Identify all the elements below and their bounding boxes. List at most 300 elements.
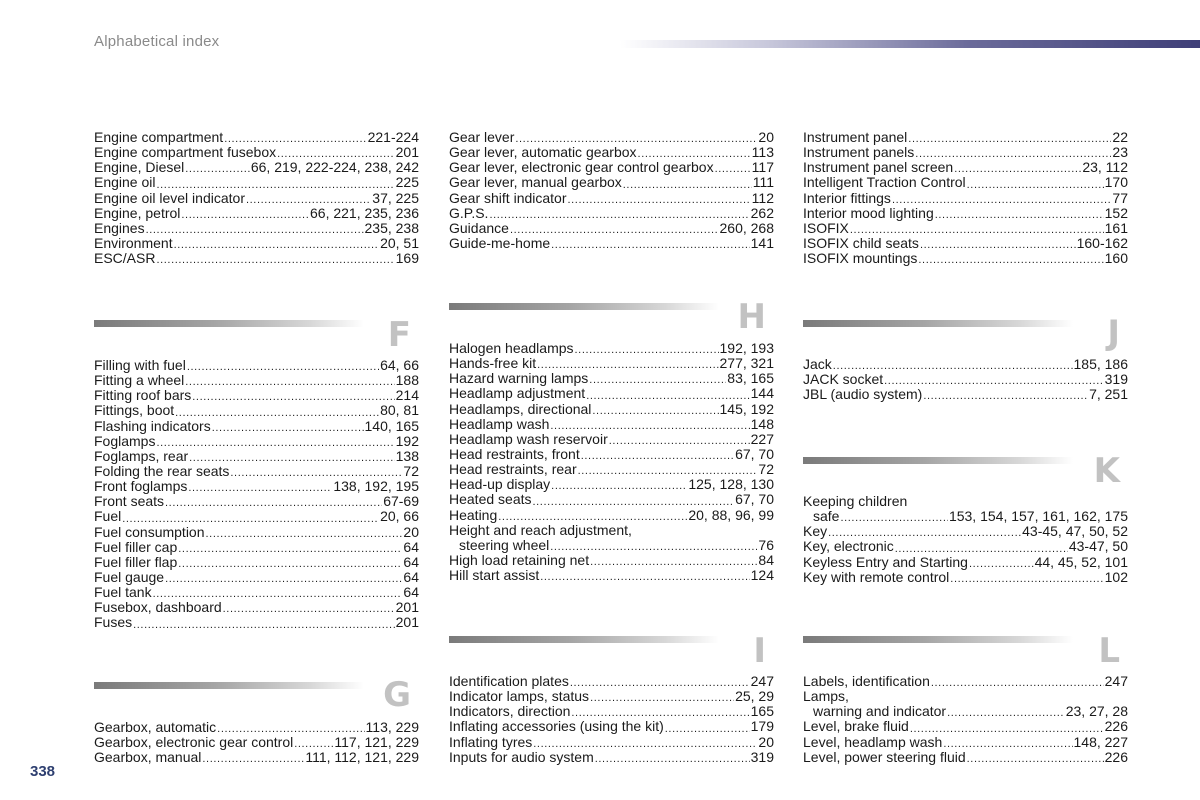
index-entry xyxy=(449,462,774,477)
index-pages: 113, 229 xyxy=(365,718,419,735)
index-entry xyxy=(449,145,774,160)
index-pages: 319 xyxy=(1104,371,1128,388)
index-pages: 226 xyxy=(1104,718,1128,735)
index-entry xyxy=(94,145,419,160)
dot-leader xyxy=(665,723,750,735)
index-pages: 117 xyxy=(751,159,774,176)
index-term: Fitting a wheel xyxy=(94,372,185,389)
dot-leader xyxy=(918,254,1103,266)
index-entry xyxy=(94,615,419,630)
index-pages: 170 xyxy=(1104,174,1128,191)
index-term: Interior mood lighting xyxy=(803,204,934,221)
index-entry xyxy=(803,570,1128,585)
index-pages: 43-47, 50 xyxy=(1068,538,1128,555)
index-pages: 160-162 xyxy=(1076,234,1128,251)
index-pages: 72 xyxy=(758,461,774,478)
index-entry xyxy=(94,175,419,190)
dot-leader xyxy=(568,194,751,206)
dot-leader xyxy=(133,619,395,631)
index-term: Keyless Entry and Starting xyxy=(803,553,968,570)
index-term: safe xyxy=(813,508,840,525)
index-pages: 214 xyxy=(395,387,419,404)
index-pages: 148 xyxy=(750,415,774,432)
index-term: Lamps, xyxy=(803,688,849,705)
dot-leader xyxy=(165,573,402,585)
index-pages: 67-69 xyxy=(383,493,419,510)
index-pages: 20 xyxy=(403,523,419,540)
dot-leader xyxy=(609,435,750,447)
index-entry xyxy=(449,191,774,206)
index-term: Level, power steering fluid xyxy=(803,748,966,765)
dot-leader xyxy=(187,361,379,373)
index-entry xyxy=(449,175,774,190)
index-block-i-cont xyxy=(803,130,1128,266)
index-term: Fuses xyxy=(94,614,133,631)
index-term: Intelligent Traction Control xyxy=(803,174,966,191)
index-entry xyxy=(449,206,774,221)
index-term: Environment xyxy=(94,234,173,251)
dot-leader xyxy=(185,163,250,175)
dot-leader xyxy=(122,513,379,525)
index-entry xyxy=(803,221,1128,236)
section-divider-bar xyxy=(803,457,1073,464)
dot-leader xyxy=(590,556,757,568)
index-term: Folding the rear seats xyxy=(94,462,230,479)
index-term: ISOFIX xyxy=(803,219,849,236)
index-pages: 112 xyxy=(751,189,774,206)
index-term: Guide-me-home xyxy=(449,234,551,251)
index-term: Foglamps xyxy=(94,432,156,449)
dot-leader xyxy=(895,543,1068,555)
index-pages: 7, 251 xyxy=(1089,386,1128,403)
dot-leader xyxy=(570,677,750,689)
index-term: Inflating tyres xyxy=(449,733,533,750)
dot-leader xyxy=(202,753,304,765)
index-term: Halogen headlamps xyxy=(449,339,574,356)
index-term: Head restraints, front xyxy=(449,445,580,462)
section-letter-f: F xyxy=(387,315,411,355)
dot-leader xyxy=(533,496,735,508)
index-entry xyxy=(449,568,774,583)
index-entry xyxy=(803,251,1128,266)
dot-leader xyxy=(967,753,1104,765)
index-entry xyxy=(94,464,419,479)
index-term: Head restraints, rear xyxy=(449,461,577,478)
index-pages: 277, 321 xyxy=(719,355,774,372)
dot-leader xyxy=(967,179,1104,191)
index-entry xyxy=(803,689,1128,704)
index-term: Heated seats xyxy=(449,491,532,508)
index-pages: 20 xyxy=(758,128,774,145)
index-term: Gearbox, manual xyxy=(94,749,202,766)
index-entry xyxy=(449,386,774,401)
index-entry xyxy=(449,356,774,371)
index-pages: 20 xyxy=(758,733,774,750)
index-term: Fuel consumption xyxy=(94,523,205,540)
index-pages: 185, 186 xyxy=(1073,355,1128,372)
section-header-k xyxy=(803,451,1128,494)
index-pages: 111 xyxy=(752,174,774,191)
index-term: Indicators, direction xyxy=(449,703,571,720)
index-term: Fuel xyxy=(94,508,122,525)
index-pages: 262 xyxy=(750,204,774,221)
index-entry xyxy=(803,145,1128,160)
dot-leader xyxy=(192,391,394,403)
dot-leader xyxy=(188,482,332,494)
section-header-g xyxy=(94,675,419,718)
index-pages: 140, 165 xyxy=(364,417,419,434)
section-letter-g: G xyxy=(383,675,411,715)
index-block-i xyxy=(449,674,774,765)
dot-leader xyxy=(157,179,395,191)
index-pages: 225 xyxy=(395,174,419,191)
index-term: Gear lever, electronic gear control gearbox xyxy=(449,159,714,176)
index-entry xyxy=(449,402,774,417)
index-pages: 165 xyxy=(750,703,774,720)
index-block-g xyxy=(94,720,419,765)
index-term: Instrument panel screen xyxy=(803,159,954,176)
index-pages: 22 xyxy=(1112,128,1128,145)
index-pages: 138 xyxy=(395,447,419,464)
dot-leader xyxy=(146,224,364,236)
dot-leader xyxy=(156,437,394,449)
index-term: Key, electronic xyxy=(803,538,894,555)
index-term: Labels, identification xyxy=(803,672,930,689)
index-entry xyxy=(803,750,1128,765)
index-entry xyxy=(94,479,419,494)
index-entry xyxy=(449,719,774,734)
index-entry xyxy=(803,206,1128,221)
index-entry xyxy=(94,358,419,373)
index-pages: 144 xyxy=(750,385,774,402)
index-entry xyxy=(449,236,774,251)
index-pages: 64, 66 xyxy=(380,356,419,373)
dot-leader xyxy=(592,405,718,417)
index-term: Guidance xyxy=(449,219,509,236)
section-header-f xyxy=(94,316,419,356)
index-term: G.P.S. xyxy=(449,204,489,221)
section-divider-bar xyxy=(803,636,1073,643)
index-entry xyxy=(803,236,1128,251)
dot-leader xyxy=(175,407,379,419)
index-block-g-cont xyxy=(449,130,774,251)
dot-leader xyxy=(954,163,1081,175)
dot-leader xyxy=(551,480,687,492)
index-entry xyxy=(803,735,1128,750)
index-pages: 64 xyxy=(403,538,419,555)
index-pages: 192, 193 xyxy=(719,339,774,356)
dot-leader xyxy=(533,738,757,750)
dot-leader xyxy=(165,497,382,509)
index-entry xyxy=(94,403,419,418)
index-entry xyxy=(449,432,774,447)
index-term: Key xyxy=(803,523,828,540)
index-entry xyxy=(449,371,774,386)
dot-leader xyxy=(206,528,403,540)
dot-leader xyxy=(931,677,1104,689)
index-term: Engine compartment fusebox xyxy=(94,144,277,161)
index-term: Heating xyxy=(449,506,498,523)
index-entry xyxy=(94,388,419,403)
index-term: Level, brake fluid xyxy=(803,718,909,735)
index-term: ESC/ASR xyxy=(94,250,156,267)
index-pages: 64 xyxy=(403,584,419,601)
index-pages: 160 xyxy=(1104,250,1128,267)
index-term: Fuel gauge xyxy=(94,568,165,585)
dot-leader xyxy=(590,692,734,704)
index-entry xyxy=(449,130,774,145)
dot-leader xyxy=(551,239,749,251)
index-entry xyxy=(94,720,419,735)
index-pages: 76 xyxy=(758,536,774,553)
index-term: Level, headlamp wash xyxy=(803,733,943,750)
index-term: Fuel filler cap xyxy=(94,538,178,555)
index-term: Engine oil level indicator xyxy=(94,189,245,206)
index-term: Fusebox, dashboard xyxy=(94,599,222,616)
index-entry xyxy=(449,553,774,568)
index-entry xyxy=(803,674,1128,689)
index-entry xyxy=(449,735,774,750)
index-pages: 148, 227 xyxy=(1073,733,1128,750)
dot-leader xyxy=(212,422,364,434)
index-entry xyxy=(94,555,419,570)
index-term: Gear lever xyxy=(449,128,515,145)
index-pages: 66, 221, 235, 236 xyxy=(310,204,419,221)
section-divider-bar xyxy=(94,682,364,689)
index-term: Instrument panels xyxy=(803,144,915,161)
index-block-f xyxy=(94,358,419,631)
index-entry xyxy=(94,373,419,388)
index-entry xyxy=(94,525,419,540)
index-pages: 192 xyxy=(395,432,419,449)
dot-leader xyxy=(223,603,395,615)
index-entry xyxy=(449,341,774,356)
dot-leader xyxy=(581,450,734,462)
index-entry xyxy=(94,750,419,765)
index-pages: 67, 70 xyxy=(735,445,774,462)
index-pages: 44, 45, 52, 101 xyxy=(1034,553,1128,570)
index-term: Fuel tank xyxy=(94,584,152,601)
index-term: Key with remote control xyxy=(803,568,950,585)
dot-leader xyxy=(623,179,752,191)
index-term: Gear lever, manual gearbox xyxy=(449,174,622,191)
index-pages: 179 xyxy=(750,718,774,735)
section-header-j xyxy=(803,313,1128,356)
index-entry xyxy=(449,538,774,553)
index-pages: 226 xyxy=(1104,748,1128,765)
section-letter-j: J xyxy=(1107,313,1120,353)
index-pages: 188 xyxy=(395,372,419,389)
index-pages: 23 xyxy=(1112,144,1128,161)
section-divider-bar xyxy=(449,636,719,643)
index-pages: 102 xyxy=(1104,568,1128,585)
index-term: High load retaining net xyxy=(449,551,590,568)
index-entry xyxy=(94,735,419,750)
page-number: 338 xyxy=(30,763,56,780)
dot-leader xyxy=(950,573,1103,585)
dot-leader xyxy=(575,344,719,356)
index-term: Engine compartment xyxy=(94,128,224,145)
index-pages: 20, 51 xyxy=(380,234,419,251)
index-term: Foglamps, rear xyxy=(94,447,189,464)
index-pages: 138, 192, 195 xyxy=(333,478,419,495)
index-term: Inflating accessories (using the kit) xyxy=(449,718,664,735)
index-pages: 66, 219, 222-224, 238, 242 xyxy=(250,159,419,176)
dot-leader xyxy=(156,254,394,266)
index-entry xyxy=(449,492,774,507)
index-term: Engine oil xyxy=(94,174,156,191)
index-term: ISOFIX child seats xyxy=(803,234,919,251)
index-term: Filling with fuel xyxy=(94,356,186,373)
index-term: Indicator lamps, status xyxy=(449,688,590,705)
index-entry xyxy=(803,494,1128,509)
index-pages: 37, 225 xyxy=(372,189,419,206)
index-pages: 25, 29 xyxy=(735,688,774,705)
index-entry xyxy=(94,191,419,206)
dot-leader xyxy=(892,194,1111,206)
index-entry xyxy=(449,689,774,704)
index-entry xyxy=(94,494,419,509)
index-pages: 145, 192 xyxy=(719,400,774,417)
index-entry xyxy=(803,160,1128,175)
section-letter-l: L xyxy=(1098,631,1120,671)
index-term: Gear shift indicator xyxy=(449,189,567,206)
index-term: JACK socket xyxy=(803,371,884,388)
dot-leader xyxy=(920,239,1076,251)
index-pages: 80, 81 xyxy=(380,402,419,419)
index-entry xyxy=(803,191,1128,206)
section-divider-bar xyxy=(803,320,1073,327)
index-entry xyxy=(449,523,774,538)
index-pages: 152 xyxy=(1104,204,1128,221)
index-entry xyxy=(803,387,1128,402)
dot-leader xyxy=(935,209,1104,221)
index-term: ISOFIX mountings xyxy=(803,250,918,267)
index-pages: 124 xyxy=(750,567,774,584)
index-entry xyxy=(803,704,1128,719)
index-pages: 201 xyxy=(395,614,419,631)
index-entry xyxy=(449,508,774,523)
index-pages: 83, 165 xyxy=(727,370,774,387)
index-entry xyxy=(94,449,419,464)
index-term: Flashing indicators xyxy=(94,417,211,434)
index-pages: 141 xyxy=(750,234,774,251)
dot-leader xyxy=(947,707,1065,719)
index-pages: 260, 268 xyxy=(719,219,774,236)
dot-leader xyxy=(589,374,726,386)
index-term: Headlamp wash reservoir xyxy=(449,430,608,447)
index-pages: 153, 154, 157, 161, 162, 175 xyxy=(948,508,1128,525)
index-pages: 201 xyxy=(395,144,419,161)
section-letter-k: K xyxy=(1093,451,1120,491)
index-block-k xyxy=(803,494,1128,585)
index-pages: 64 xyxy=(403,568,419,585)
index-entry xyxy=(803,539,1128,554)
index-entry xyxy=(449,674,774,689)
dot-leader xyxy=(174,239,379,251)
index-entry xyxy=(94,419,419,434)
index-term: Interior fittings xyxy=(803,189,891,206)
section-letter-i: I xyxy=(753,631,766,671)
index-entry xyxy=(94,540,419,555)
index-term: Headlamp wash xyxy=(449,415,550,432)
index-entry xyxy=(94,434,419,449)
index-term: Jack xyxy=(803,355,832,372)
index-pages: 235, 238 xyxy=(364,219,419,236)
index-pages: 23, 112 xyxy=(1082,159,1128,176)
index-entry xyxy=(449,704,774,719)
dot-leader xyxy=(586,390,749,402)
dot-leader xyxy=(908,133,1111,145)
index-entry xyxy=(449,160,774,175)
index-pages: 20, 66 xyxy=(380,508,419,525)
dot-leader xyxy=(840,512,947,524)
index-entry xyxy=(449,750,774,765)
section-header-l xyxy=(803,631,1128,674)
index-entry xyxy=(94,206,419,221)
dot-leader xyxy=(923,390,1088,402)
dot-leader xyxy=(178,558,402,570)
index-entry xyxy=(94,130,419,145)
dot-leader xyxy=(178,543,402,555)
index-term: Front seats xyxy=(94,493,165,510)
index-term: Hands-free kit xyxy=(449,355,537,372)
index-entry xyxy=(94,600,419,615)
index-term: warning and indicator xyxy=(813,703,947,720)
index-entry xyxy=(449,477,774,492)
index-block-j xyxy=(803,357,1128,402)
index-block-h xyxy=(449,341,774,583)
dot-leader xyxy=(715,163,751,175)
dot-leader xyxy=(540,571,749,583)
index-entry xyxy=(803,130,1128,145)
index-pages: 64 xyxy=(403,553,419,570)
dot-leader xyxy=(489,209,749,221)
index-entry xyxy=(94,160,419,175)
index-term: Engine, petrol xyxy=(94,204,181,221)
index-entry xyxy=(94,509,419,524)
index-pages: 221-224 xyxy=(367,128,419,145)
index-term: Engines xyxy=(94,219,145,236)
index-entry xyxy=(94,236,419,251)
index-term: Headlamp adjustment xyxy=(449,385,586,402)
index-term: JBL (audio system) xyxy=(803,386,923,403)
index-term: Fittings, boot xyxy=(94,402,175,419)
section-letter-h: H xyxy=(737,297,766,337)
index-pages: 77 xyxy=(1112,189,1128,206)
index-term: Head-up display xyxy=(449,476,551,493)
index-term: Engine, Diesel xyxy=(94,159,185,176)
index-entry xyxy=(803,524,1128,539)
section-divider-bar xyxy=(449,303,719,310)
dot-leader xyxy=(498,511,687,523)
index-term: steering wheel xyxy=(459,536,550,553)
index-entry xyxy=(94,585,419,600)
index-pages: 125, 128, 130 xyxy=(688,476,774,493)
index-entry xyxy=(803,175,1128,190)
index-pages: 319 xyxy=(750,748,774,765)
index-pages: 113 xyxy=(751,144,774,161)
index-term: Fuel filler flap xyxy=(94,553,178,570)
index-term: Gearbox, electronic gear control xyxy=(94,734,294,751)
index-entry xyxy=(94,570,419,585)
index-pages: 43-45, 47, 50, 52 xyxy=(1022,523,1128,540)
index-term: Fitting roof bars xyxy=(94,387,192,404)
index-entry xyxy=(94,251,419,266)
index-pages: 84 xyxy=(758,551,774,568)
header-decorative-bar xyxy=(620,40,1200,48)
section-header-h xyxy=(449,297,774,340)
